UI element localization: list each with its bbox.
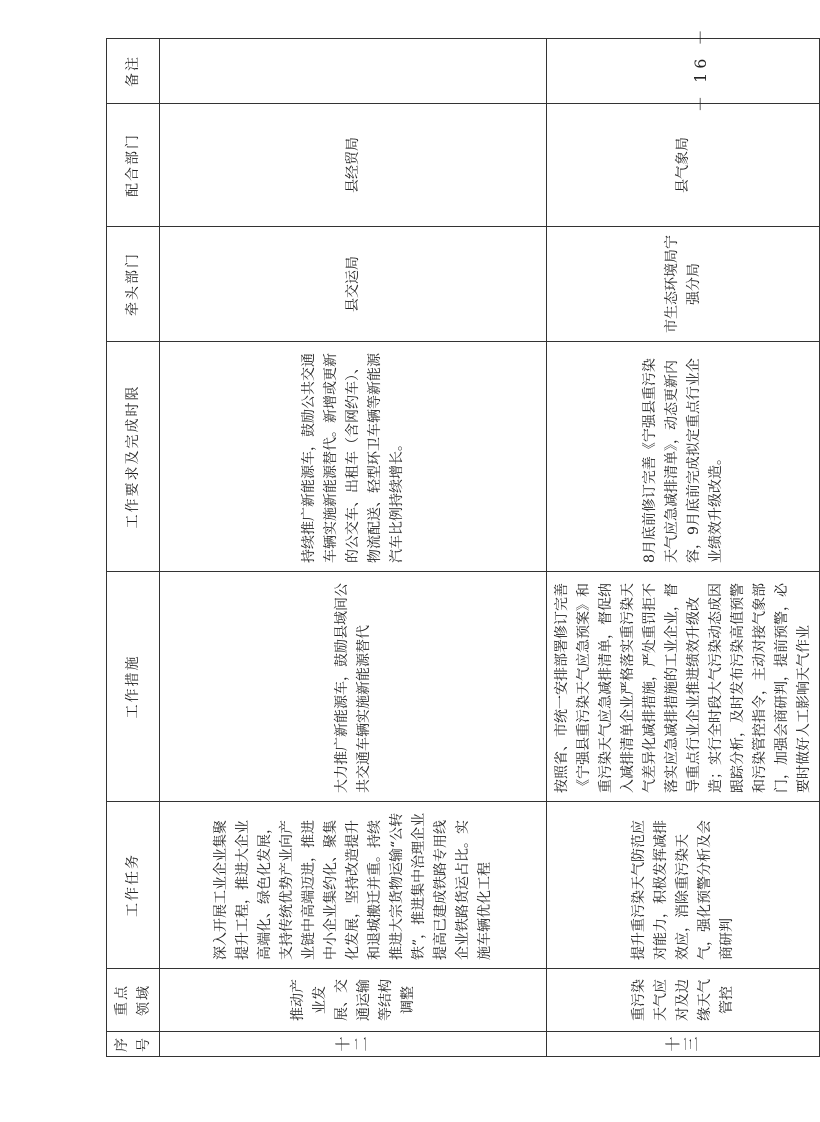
header-note: 备注 bbox=[107, 39, 160, 104]
table-row bbox=[547, 39, 820, 1057]
header-seq: 序号 bbox=[107, 1032, 160, 1057]
cell-lead: 市生态环境局宁强分局 bbox=[547, 227, 820, 342]
cell-field: 重污染天气应对及边缘天气管控 bbox=[547, 969, 820, 1032]
header-measure: 工作措施 bbox=[107, 572, 160, 802]
cell-coop: 县气象局 bbox=[547, 104, 820, 227]
header-task: 工作任务 bbox=[107, 802, 160, 969]
header-requirement: 工作要求及完成时限 bbox=[107, 342, 160, 572]
cell-measure: 按照省、市统一安排部署修订完善《宁强县重污染天气应急预案》和重污染天气应急减排清单，督促纳入减排清单企业严格落实重污染天气差异化减排措施，严处重罚拒不落实应急减排措施的工业企业，督导重点行业企业推进绩效升级改造；实行全时段大气污染动态成因跟踪分析，及时发布污染高值预警和污染管控指令，主动对接气象部门，加强会商研判，提前预警，必要时做好人工影响天气作业 bbox=[547, 572, 820, 802]
header-coop: 配合部门 bbox=[107, 104, 160, 227]
work-task-table bbox=[106, 38, 820, 1057]
table-row bbox=[160, 39, 547, 1057]
cell-measure: 大力推广新能源车，鼓励县域间公共交通车辆实施新能源替代 bbox=[160, 572, 547, 802]
cell-field: 推动产业发展、交通运输等结构调整 bbox=[160, 969, 547, 1032]
cell-seq: 十二 bbox=[160, 1032, 547, 1057]
cell-requirement: 持续推广新能源车，鼓励公共交通车辆实施新能源替代。新增或更新的公交车、出租车（含网约车）、物流配送、轻型环卫车辆等新能源汽车比例持续增长。 bbox=[160, 342, 547, 572]
header-field: 重点领域 bbox=[107, 969, 160, 1032]
cell-note bbox=[547, 39, 820, 104]
cell-task: 深入开展工业企业集聚提升工程，推进大企业高端化、绿色化发展，支持传统优势产业向产业链中高端迈进，推进中小企业集约化、聚集化发展，坚持改造提升和退城搬迁并重。持续推进大宗货物运输“公转铁”，推进集中治理企业提高已建成铁路专用线企业铁路货运占比。实施车辆优化工程 bbox=[160, 802, 547, 969]
cell-lead: 县交运局 bbox=[160, 227, 547, 342]
table-header-row bbox=[107, 39, 160, 1057]
cell-note bbox=[160, 39, 547, 104]
cell-task: 提升重污染天气防范应对能力，积极发挥减排效应，消除重污染天气，强化预警分析及会商研判 bbox=[547, 802, 820, 969]
cell-requirement: 8月底前修订完善《宁强县重污染天气应急减排清单》，动态更新内容，9月底前完成拟定重点行业企业绩效升级改造。 bbox=[547, 342, 820, 572]
cell-seq: 十三 bbox=[547, 1032, 820, 1057]
cell-coop: 县经贸局 bbox=[160, 104, 547, 227]
header-lead: 牵头部门 bbox=[107, 227, 160, 342]
page-number: － 16 － bbox=[691, 25, 710, 112]
